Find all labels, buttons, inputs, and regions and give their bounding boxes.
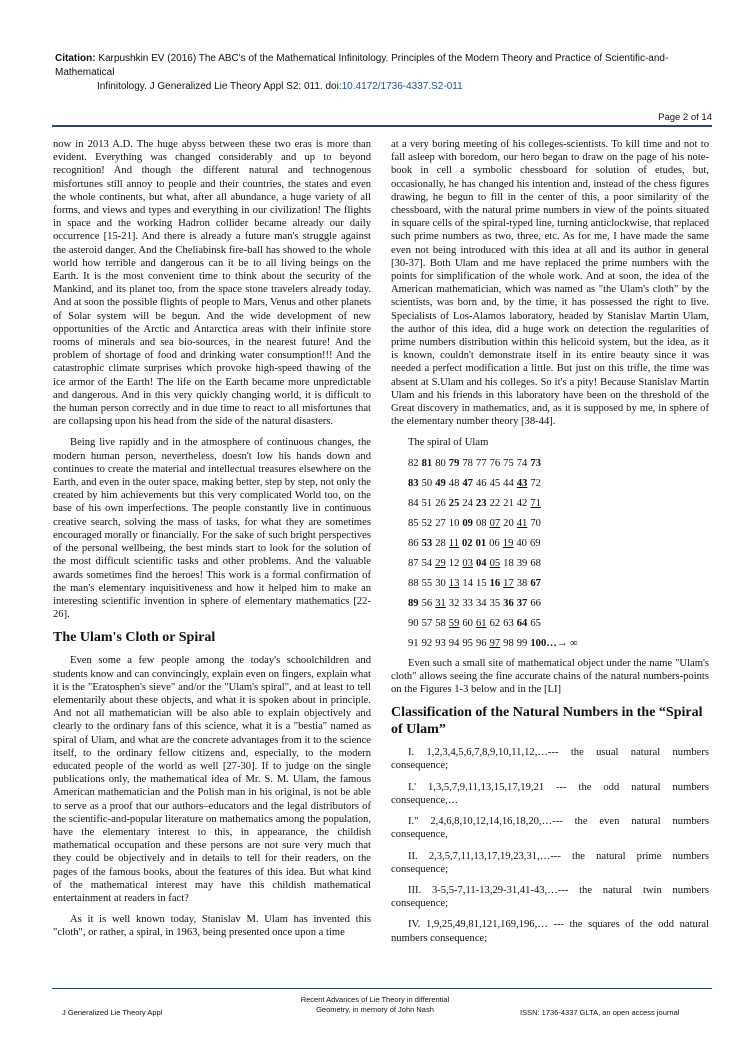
spiral-title: The spiral of Ulam xyxy=(408,437,489,449)
spiral-number: 30 xyxy=(435,577,446,589)
spiral-row xyxy=(408,537,709,557)
spiral-number: 04 xyxy=(475,557,487,569)
ulam-spiral-table xyxy=(391,457,709,657)
spiral-number: 32 xyxy=(448,597,460,609)
spiral-number: 70 xyxy=(530,517,541,529)
spiral-number: 29 xyxy=(435,557,446,569)
spiral-number: 13 xyxy=(448,577,460,589)
doi-link[interactable]: 10.4172/1736-4337.S2-011 xyxy=(341,81,463,92)
spiral-number: 42 xyxy=(516,497,528,509)
spiral-number: 18 xyxy=(503,557,514,569)
paragraph: now in 2013 A.D. The huge abyss between these two eras is more than evident. Everything was changed considerably and up to beyond recognition! And though the different natural and technogenous misfortunes still annoy to people and their countries, the states and even the whole continents, but what, after all abundance, a huge variety of all forms, and views and types and everything in our civilization! The flights in space and the working Hadron collider became already our daily occurrence [15-21]. And there is already a future man's struggle against the asteroid danger. And the Cheliabinsk fire-ball has showed to the whole world how terrible and dangerous can it be to all living beings on the Earth. It is the most convenient time to think about the security of the Mankind, and its planet too, from the space stone travelers already today. And at soon the possible flights of people to Mars, Venus and other planets of Solar system will be begun. And the wide development of new opportunities of the Arctic and Antarctica areas with their infinite store rooms of minerals and sea bio-sources, in the nearest future! And the problem of shortage of food and drinking water consumption!!! And the catastrophic climate surprises which provoke high-speed thawing of the ice armor of the Earth! The life on the Earth became more unpredictable and dangerous. And in this very quickly changing world, it is difficult to the human person correctly and in due time to react to all misfortunes that are collapsing upon his head from the side of the natural disasters. xyxy=(53,139,371,428)
spiral-number: 77 xyxy=(475,457,487,469)
spiral-number: 39 xyxy=(516,557,528,569)
spiral-number: 91 xyxy=(408,637,419,649)
spiral-number: 17 xyxy=(503,577,514,589)
spiral-number: 73 xyxy=(530,457,541,469)
spiral-number: 12 xyxy=(448,557,460,569)
spiral-number: 82 xyxy=(408,457,419,469)
spiral-number: 64 xyxy=(516,617,528,629)
spiral-row xyxy=(408,477,709,497)
page-number: Page 2 of 14 xyxy=(658,112,712,123)
spiral-row xyxy=(408,597,709,617)
spiral-number: 76 xyxy=(489,457,501,469)
footer-journal: J Generalized Lie Theory Appl xyxy=(62,1008,163,1017)
spiral-number: 11 xyxy=(448,537,459,549)
footer-issue: Recent Advances of Lie Theory in differential Geometry, in memory of John Nash xyxy=(300,995,450,1014)
spiral-number: 96 xyxy=(475,637,487,649)
footer-divider xyxy=(52,988,712,989)
spiral-number: 79 xyxy=(448,457,460,469)
spiral-number: 54 xyxy=(421,557,433,569)
spiral-number: 51 xyxy=(421,497,433,509)
spiral-number: 23 xyxy=(475,497,487,509)
spiral-number: 75 xyxy=(503,457,514,469)
spiral-number: 26 xyxy=(435,497,446,509)
spiral-number: 07 xyxy=(489,517,501,529)
spiral-number: 05 xyxy=(489,557,501,569)
spiral-number: 72 xyxy=(530,477,541,489)
spiral-number: 52 xyxy=(421,517,433,529)
spiral-number: 53 xyxy=(421,537,433,549)
spiral-row xyxy=(408,457,709,477)
citation-text-line2: Infinitology. J Generalized Lie Theory Appl S2: 011. doi: xyxy=(97,81,342,92)
classification-item: II. 2,3,5,7,11,13,17,19,23,31,…--- the natural prime numbers consequence; xyxy=(391,850,709,875)
spiral-number: 84 xyxy=(408,497,419,509)
spiral-number: 45 xyxy=(489,477,501,489)
spiral-number: 28 xyxy=(435,537,446,549)
spiral-number: 19 xyxy=(502,537,514,549)
spiral-number: 58 xyxy=(435,617,446,629)
spiral-number: 87 xyxy=(408,557,419,569)
spiral-number: 71 xyxy=(530,497,541,509)
spiral-number: 57 xyxy=(421,617,433,629)
spiral-number: 65 xyxy=(530,617,541,629)
spiral-number: 55 xyxy=(421,577,433,589)
spiral-number: 01 xyxy=(475,537,487,549)
spiral-number: 06 xyxy=(489,537,500,549)
paragraph: at a very boring meeting of his colleges-scientists. To kill time and not to fall asleep with boredom, our hero began to draw on the page of his note-book in cell a symbolic chessboard for solution of etudes, but, occasionally, he has changed his intention and, instead of the chess figures drawing, he begun to fill in the center of this, a poor similarity of the chessboard, with the natural prime numbers in view of the points situated in square cells of the spiral-typed line, turning anticlockwise, that replaced such prime numbers as two, three, etc. As for me, I have made the same even not being introduced with this idea at all and its author in general [30-37]. Both Ulam and me have replaced the prime numbers with the points for simplification of the whole work. And at soon, the idea of the American mathematician, which was named as "the Ulam's cloth" by the scientists, was born and, by the time, it has possessed the right to live. Specialists of Los-Alamos laboratory, headed by Stanislav Martin Ulam, the author of this idea, did a huge work on detection the regularities of prime numbers distribution within this helicoid system, but the idea, as it is known, couldn't demonstrate itself in its entire beauty since it was needed a perfect modification a little. But just on this trifle, the time was absent at S.Ulam and his colleges. So it's a pity! Because Stanislav Martin Ulam and his friends in this laboratory have been on the threshold of the Great discovery in mathematics, and, as it is supposed by me, in sphere of the elementary number theory [38-44]. xyxy=(391,139,709,428)
footer-issn: ISSN: 1736-4337 GLTA, an open access journal xyxy=(520,1008,680,1017)
paragraph: Even such a small site of mathematical object under the name "Ulam's cloth" allows seeing the fine accurate chains of the natural numbers-points on the Figures 1-3 below and in the [LI] xyxy=(391,657,709,696)
spiral-number: 33 xyxy=(462,597,473,609)
classification-item: IV. 1,9,25,49,81,121,169,196,… --- the squares of the odd natural numbers consequence; xyxy=(391,919,709,944)
spiral-number: 90 xyxy=(408,617,419,629)
spiral-number: 74 xyxy=(516,457,528,469)
spiral-number: 16 xyxy=(489,577,501,589)
citation-block xyxy=(55,52,715,94)
spiral-number: 02 xyxy=(461,537,473,549)
spiral-number: 61 xyxy=(475,617,487,629)
spiral-row xyxy=(408,517,709,537)
classification-item: I." 2,4,6,8,10,12,14,16,18,20,…--- the even natural numbers consequence, xyxy=(391,816,709,841)
spiral-number: 10 xyxy=(448,517,460,529)
left-column xyxy=(53,138,371,948)
citation-label: Citation: xyxy=(55,53,96,64)
spiral-number: 36 xyxy=(503,597,514,609)
spiral-number: 62 xyxy=(489,617,501,629)
spiral-number: 60 xyxy=(462,617,473,629)
spiral-number: 89 xyxy=(408,597,419,609)
spiral-row xyxy=(408,617,709,637)
spiral-number: 22 xyxy=(489,497,501,509)
spiral-number: 99 xyxy=(516,637,528,649)
spiral-number: 08 xyxy=(475,517,487,529)
spiral-number: 67 xyxy=(530,577,541,589)
spiral-number: 66 xyxy=(530,597,541,609)
spiral-number: 15 xyxy=(475,577,487,589)
spiral-row xyxy=(408,577,709,597)
header-divider xyxy=(52,125,712,127)
section-heading: The Ulam's Cloth or Spiral xyxy=(53,630,216,646)
classification-item: I.' 1,3,5,7,9,11,13,15,17,19,21 --- the odd natural numbers consequence,… xyxy=(391,781,709,806)
paragraph: Even some a few people among the today's schoolchildren and students know and can convincingly, explain even on fingers, explain what it is the "Eratosphen's sieve" and/or the "Ulam's spiral", and at least to tell elementarily about these objects, and what it is spoken about in principle. And not all mathematician will be also able to explain objectively and clearly to the ordinary fans of this science, what it is a "bestia" named as spiral of Ulam, and what are the concrete advantages from it to the science itself, to the ordinary fellow citizens and, especially, to the modern educated people of the world as well [27-30]. If to judge on the single publications only, the mathematical idea of Mr. S. M. Ulam, the famous American mathematician and the Polish man in his original, is not be able to serve as a proof that our authors–educators and the legal distributors of the scientific-and-popular literature on mathematics among the population, have the elementary interest to this, in appearance, the childish mathematical occupation and these persons are not sure very much that they could be objectively and in details to tell for their readers, on the pages of the famous books, about the features of this idea. But what kind of the mathematical interest may have this childish mathematical entertainment at readers in fact? xyxy=(53,655,371,904)
spiral-number: 88 xyxy=(408,577,419,589)
right-column xyxy=(391,138,709,953)
spiral-number: 25 xyxy=(448,497,460,509)
spiral-number: 97 xyxy=(489,637,501,649)
classification-item: III. 3-5,5-7,11-13,29-31,41-43,…--- the natural twin numbers consequence; xyxy=(391,884,709,910)
spiral-number: 37 xyxy=(516,597,528,609)
paragraph: Being live rapidly and in the atmosphere of continuous changes, the modern human person, nevertheless, doesn't low his hands down and continues to create the material and intellectual treasures elsewhere on the Earth, and even in the outer space, making better, step by step, not only the created by him achievements but this very complicated World too, on the base of his own imperfections. The people constantly live in continuous creative search, solving the mass of tasks, for what they are sometimes encouraged morally or financially. For the sake of such bright perspectives of the personal wellbeing, the best minds start to look for the solution of the most difficult scientific tasks and other problems. And the valuable awards sometimes find the heroes! This work is a formal confirmation of the man's elementary inquisitiveness and how it helped him to make an interesting scientific invention in sphere of elementary mathematics [22-26]. xyxy=(53,437,371,621)
spiral-number: 83 xyxy=(408,477,419,489)
spiral-number: 59 xyxy=(448,617,460,629)
spiral-number: 31 xyxy=(435,597,446,609)
spiral-row xyxy=(408,637,709,657)
classification-item: I. 1,2,3,4,5,6,7,8,9,10,11,12,…--- the usual natural numbers consequence; xyxy=(391,747,709,772)
spiral-number: 03 xyxy=(462,557,473,569)
spiral-row xyxy=(408,497,709,517)
spiral-number: 50 xyxy=(421,477,433,489)
spiral-number: 80 xyxy=(435,457,446,469)
spiral-number: 68 xyxy=(530,557,541,569)
spiral-number: 93 xyxy=(435,637,446,649)
spiral-number: 38 xyxy=(516,577,528,589)
spiral-number: 48 xyxy=(448,477,460,489)
spiral-number: 14 xyxy=(462,577,473,589)
spiral-number: 56 xyxy=(421,597,433,609)
spiral-number: 94 xyxy=(448,637,460,649)
paragraph: As it is well known today, Stanislav M. Ulam has invented this "cloth", or rather, a spiral, in 1963, being presented once upon a time xyxy=(53,914,371,939)
spiral-number: 40 xyxy=(516,537,527,549)
spiral-number: 49 xyxy=(435,477,446,489)
spiral-number: 63 xyxy=(503,617,514,629)
spiral-number: 47 xyxy=(462,477,473,489)
spiral-number: 44 xyxy=(503,477,514,489)
spiral-number: 21 xyxy=(503,497,514,509)
citation-text-line1: Karpushkin EV (2016) The ABC's of the Mathematical Infinitology. Principles of the Modern Theory and Practice of Scientific-and-Mathematical xyxy=(55,53,669,78)
spiral-number: 92 xyxy=(421,637,433,649)
spiral-number: 98 xyxy=(503,637,514,649)
spiral-number: 81 xyxy=(421,457,433,469)
spiral-number: 78 xyxy=(462,457,473,469)
spiral-number: 09 xyxy=(462,517,473,529)
spiral-number: 35 xyxy=(489,597,501,609)
spiral-number: 20 xyxy=(503,517,514,529)
spiral-number: 27 xyxy=(435,517,446,529)
section-heading: Classification of the Natural Numbers in the “Spiral of Ulam” xyxy=(391,705,703,738)
spiral-number: 43 xyxy=(516,477,528,489)
spiral-number: 85 xyxy=(408,517,419,529)
spiral-number: 46 xyxy=(475,477,487,489)
spiral-number: 41 xyxy=(516,517,528,529)
spiral-number: 69 xyxy=(529,537,541,549)
spiral-number: 95 xyxy=(462,637,473,649)
spiral-number: 24 xyxy=(462,497,473,509)
spiral-row xyxy=(408,557,709,577)
spiral-number: 34 xyxy=(475,597,487,609)
spiral-number: 100…→ ∞ xyxy=(530,637,578,649)
spiral-number: 86 xyxy=(408,537,419,549)
